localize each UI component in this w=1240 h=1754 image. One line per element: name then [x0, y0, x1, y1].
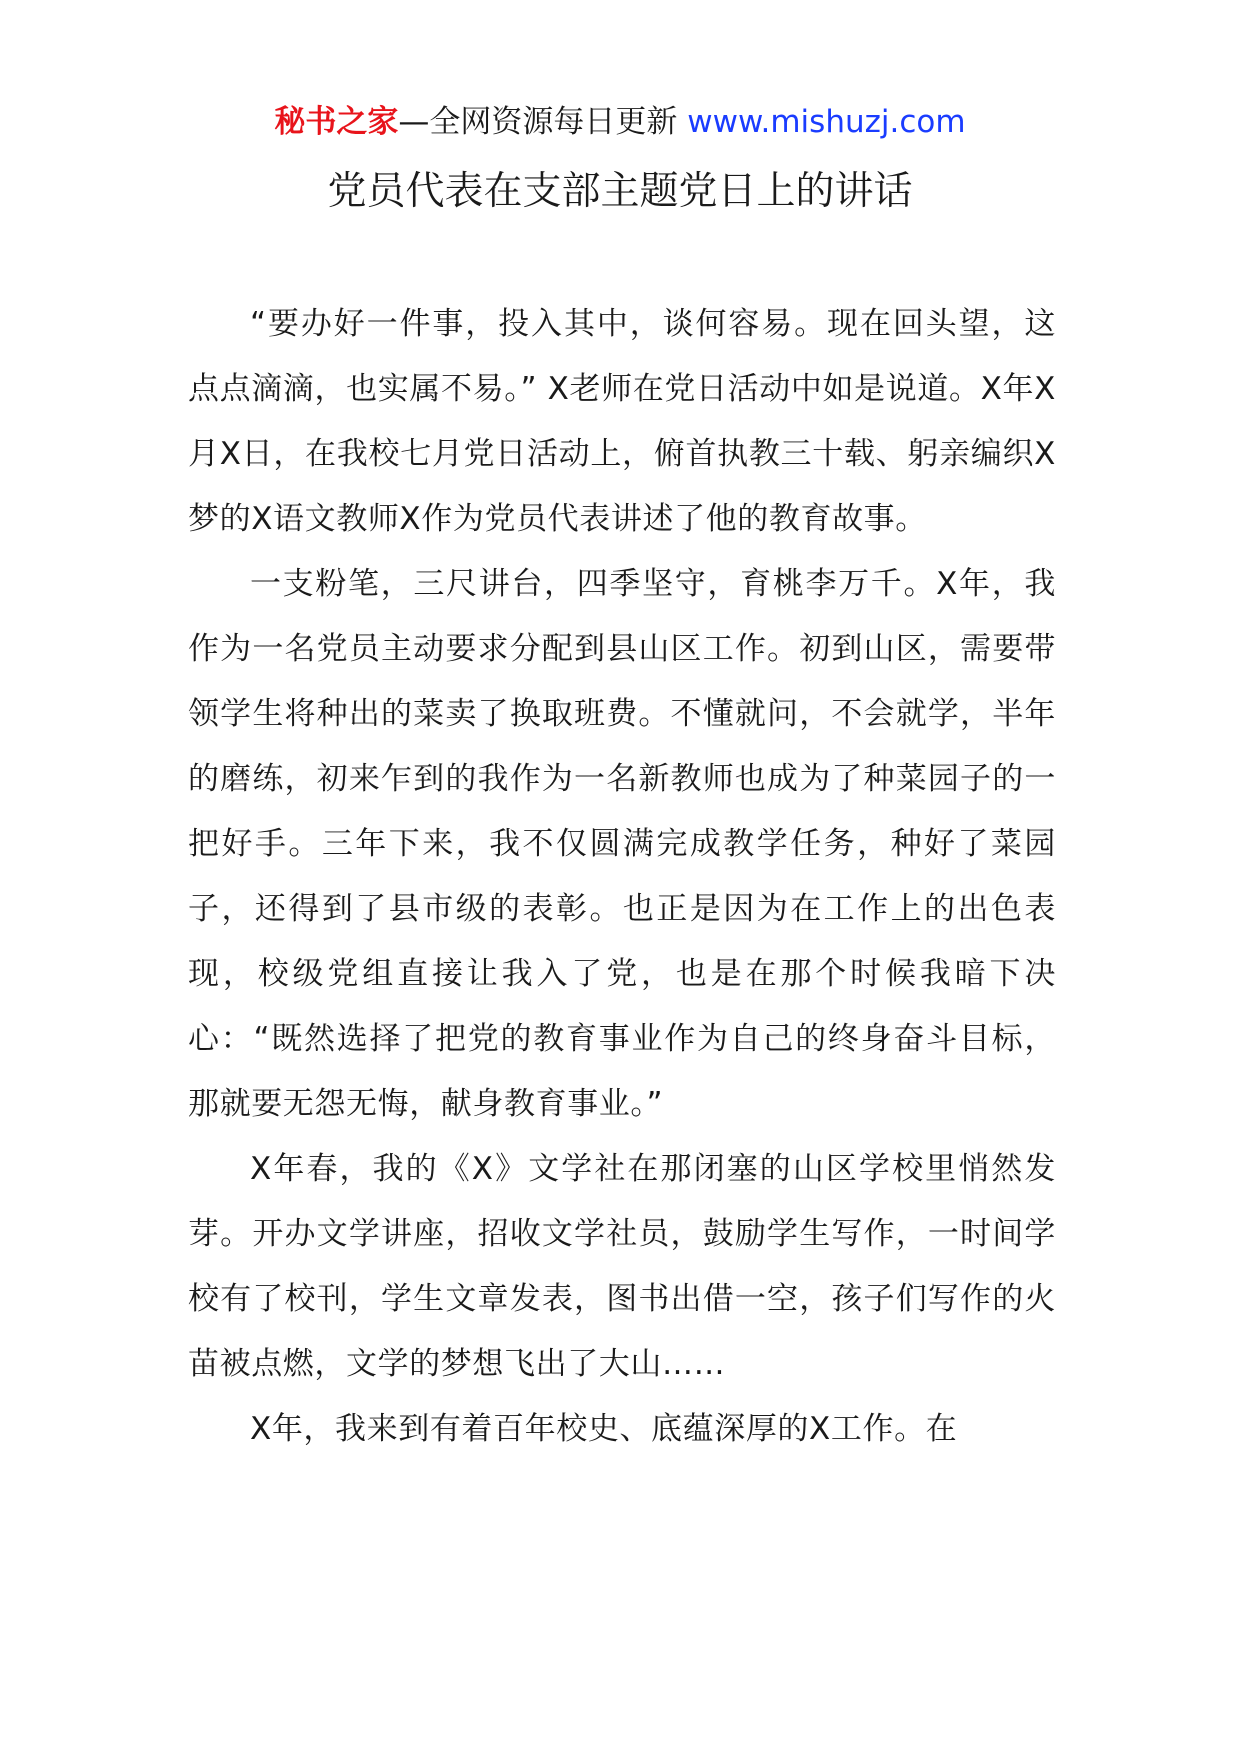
paragraph-2: 一支粉笔，三尺讲台，四季坚守，育桃李万千。X年，我作为一名党员主动要求分配到县山区工作。初到山区，需要带领学生将种出的菜卖了换取班费。不懂就问，不会就学，半年的磨练，初来乍到的我作为一名新教师也成为了种菜园子的一把好手。三年下来，我不仅圆满完成教学任务，种好了菜园子，还得到了县市级的表彰。也正是因为在工作上的出色表现，校级党组直接让我入了党，也是在那个时候我暗下决心：“既然选择了把党的教育事业作为自己的终身奋斗目标，那就要无怨无悔，献身教育事业。” [188, 566, 1056, 1122]
paragraph-1: “要办好一件事，投入其中，谈何容易。现在回头望，这点点滴滴，也实属不易。” X老师在党日活动中如是说道。X年X月X日，在我校七月党日活动上，俯首执教三十载、躬亲编织X梦的X语文教师X作为党员代表讲述了他的教育故事。 [188, 306, 1056, 537]
document-body [188, 292, 1056, 1462]
paragraph-3: X年春，我的《X》文学社在那闭塞的山区学校里悄然发芽。开办文学讲座，招收文学社员，鼓励学生写作，一时间学校有了校刊，学生文章发表，图书出借一空，孩子们写作的火苗被点燃，文学的梦想飞出了大山…… [188, 1151, 1056, 1382]
paragraph-4: X年，我来到有着百年校史、底蕴深厚的X工作。在 [250, 1411, 958, 1447]
site-tagline: —全网资源每日更新 [398, 104, 678, 140]
site-header [0, 100, 1240, 144]
site-brand: 秘书之家 [274, 104, 399, 140]
site-url-link[interactable]: www.mishuzj.com [687, 104, 966, 140]
document-title: 党员代表在支部主题党日上的讲话 [327, 169, 913, 214]
